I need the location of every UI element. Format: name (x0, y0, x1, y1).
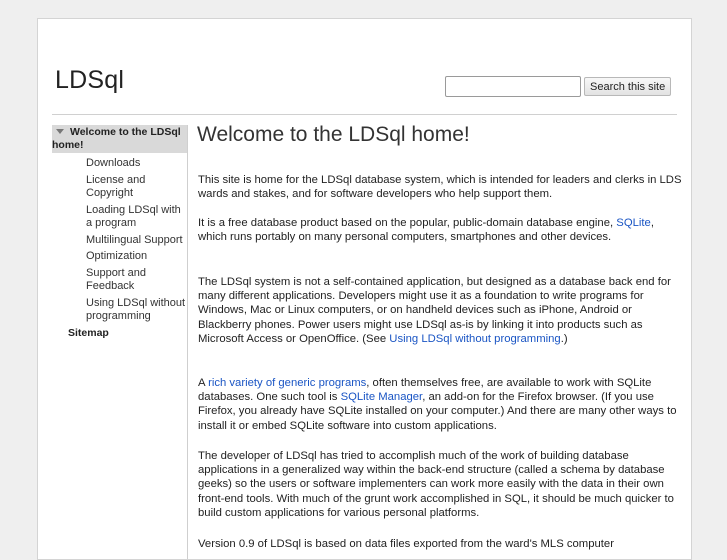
text: .) (560, 332, 568, 345)
sidebar-nav (52, 125, 188, 560)
text: , often themselves free, are available to work with SQLite databases. One such tool is (198, 377, 652, 404)
sidebar-item-support[interactable]: Support and Feedback (86, 266, 146, 292)
paragraph-intro: This site is home for the LDSql database system, which is intended for leaders and clerks in LDS wards and stakes, and for software developers who help support them. (198, 174, 682, 201)
paragraph-developer: The developer of LDSql has tried to accomplish much of the work of building database applications in a generalized way within the back-end structure (called a schema by database geeks) so the users or software implementers can work more easily with the data in their own front-end tools. With much of the grunt work accomplished in SQL, it should be much quicker to build custom applications for various personal platforms. (198, 450, 674, 519)
paragraph-programs (198, 376, 683, 433)
generic-programs-link[interactable]: rich variety of generic programs (208, 377, 367, 389)
page-container (37, 18, 692, 560)
collapse-triangle-icon[interactable] (56, 129, 64, 134)
header-divider (52, 114, 677, 115)
search-button[interactable]: Search this site (584, 77, 671, 96)
sqlite-manager-link[interactable]: SQLite Manager (340, 391, 423, 404)
sidebar-item-license[interactable]: License and Copyright (86, 173, 146, 199)
paragraph-free (198, 216, 683, 244)
sidebar-item-downloads[interactable]: Downloads (86, 157, 141, 169)
sidebar-item-using[interactable]: Using LDSql without programming (86, 296, 186, 322)
sidebar-item-sitemap[interactable]: Sitemap (68, 326, 109, 339)
paragraph-system (198, 275, 683, 346)
text: A (198, 377, 209, 389)
site-title[interactable]: LDSql (55, 66, 125, 94)
search-input[interactable] (445, 76, 581, 97)
text: , which runs portably on many personal computers, smartphones and other devices. (198, 217, 654, 244)
sidebar-subitems (52, 157, 187, 324)
main-content (197, 120, 683, 550)
paragraph-version: Version 0.9 of LDSql is based on data files exported from the ward's MLS computer (198, 538, 614, 550)
page-title: Welcome to the LDSql home! (197, 123, 470, 146)
using-ldsql-link[interactable]: Using LDSql without programming (389, 332, 561, 345)
sidebar-item-loading[interactable]: Loading LDSql with a program (86, 203, 181, 229)
sidebar-item-current[interactable] (52, 125, 187, 153)
sidebar-item-optimization[interactable]: Optimization (86, 250, 148, 262)
text: , an add-on for the Firefox browser. (If you use Firefox, you already have SQLite installed on your computer.) And there are many other ways to install it or embed SQLite software into custom applications. (198, 391, 677, 432)
sidebar-item-label: Welcome to the LDSql home! (52, 126, 181, 151)
text: The LDSql system is not a self-contained application, but designed as a database back end for many different applications. Developers might use it as a foundation to write programs for Windows, Mac or Linux computers, or on handheld devices such as iPhone, Android or Blackberry phones. Power users might use LDSql as-is by linking it into products such as Microsoft Access or OpenOffice. (See (198, 276, 671, 345)
sqlite-link[interactable]: SQLite (616, 217, 651, 229)
sidebar-item-multilingual[interactable]: Multilingual Support (86, 233, 183, 246)
text: It is a free database product based on the popular, public-domain database engine, (198, 217, 617, 229)
